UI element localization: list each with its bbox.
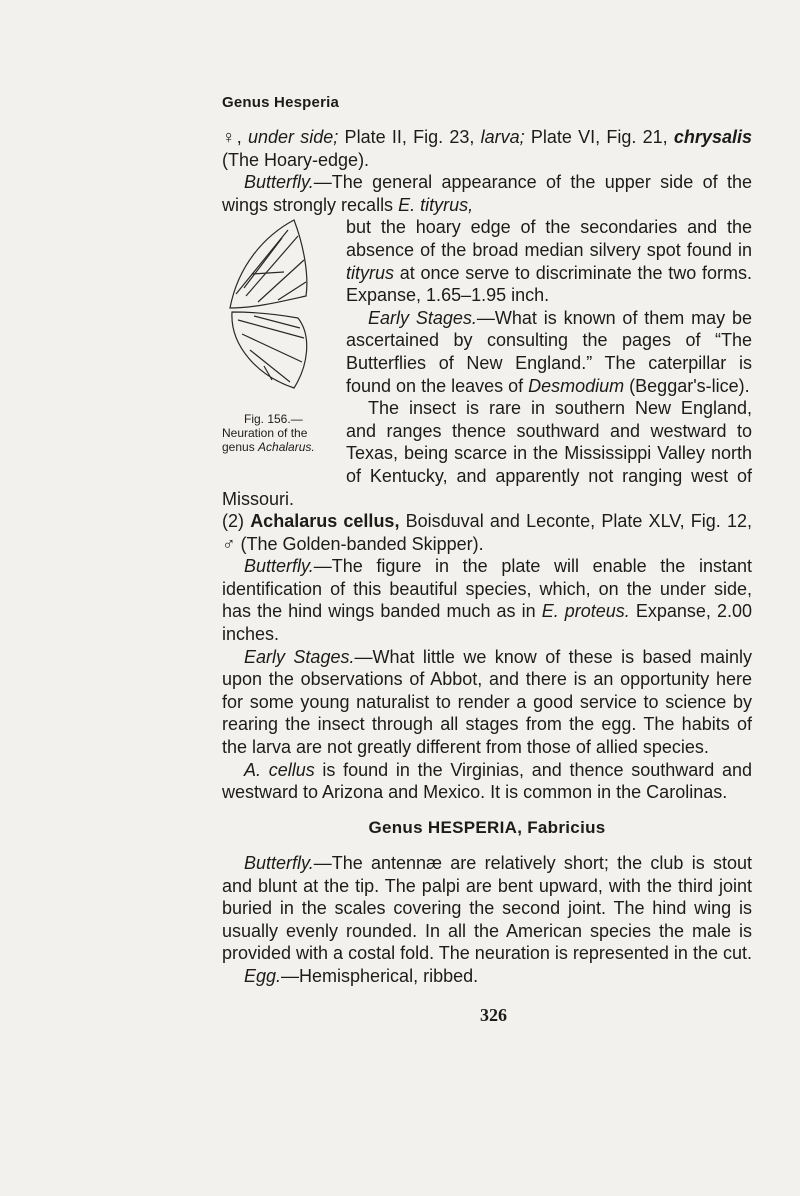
page-number: 326 <box>480 1005 507 1025</box>
chrysalis-label: chrysalis <box>673 127 752 147</box>
genus-text-block <box>222 852 752 988</box>
species-heading-paragraph <box>222 510 752 555</box>
section-label: Butterfly. <box>244 556 314 577</box>
paragraph-text: Expanse, 2.00 inches. <box>222 601 753 645</box>
reference-paragraph <box>222 126 752 171</box>
range-paragraph <box>222 759 752 804</box>
species-reference: A. cellus <box>244 759 315 780</box>
paragraph-text: —The general appearance of the upper side of the wings strongly recalls <box>222 172 752 215</box>
species-reference: tityrus <box>346 262 395 283</box>
section-label: Early Stages. <box>244 646 355 667</box>
neuration-figure <box>222 216 332 472</box>
wing-neuration-illustration <box>224 216 328 406</box>
section-label: Early Stages. <box>368 307 477 328</box>
early-stages-paragraph <box>222 646 752 759</box>
species-reference: E. proteus. <box>541 601 630 622</box>
under-side-label: under side; <box>248 127 339 147</box>
common-name: (The Hoary-edge). <box>222 149 370 170</box>
plate-reference: Plate II, Fig. 23, <box>338 127 481 147</box>
caption-text: Fig. 156.—Neuration of the genus <box>222 412 308 455</box>
paragraph-text: —What is known of them may be ascertained by consulting the pages of “The Butterflies of New England.” The caterpillar is found on the leaves of <box>346 307 752 396</box>
section-label: Butterfly. <box>244 172 314 193</box>
species-number: (2) <box>222 511 251 532</box>
section-label: Butterfly. <box>244 853 314 873</box>
plate-reference: Boisduval and Leconte, Plate XLV, Fig. 12, <box>399 511 752 532</box>
paragraph-text: at once serve to discriminate the two forms. Expanse, 1.65–1.95 inch. <box>346 262 752 306</box>
paragraph-text: is found in the Virginias, and thence southward and westward to Arizona and Mexico. It is common in the Carolinas. <box>222 759 752 803</box>
paragraph-text: —Hemispherical, ribbed. <box>281 965 479 986</box>
section-label: Egg. <box>244 965 282 986</box>
figure-caption <box>222 412 330 454</box>
paragraph-text: —The antennæ are relatively short; the club is stout and blunt at the tip. The palpi are bent upward, with the third joint buried in the scales covering the second joint. The hind wing is usually evenly rounded. In all the American species the male is provided with a costal fold. The neuration is represented in the cut. <box>222 853 752 964</box>
male-symbol: ♂ <box>222 533 236 554</box>
egg-paragraph <box>222 965 752 988</box>
plant-name: Desmodium <box>528 375 625 396</box>
paragraph-text: —The figure in the plate will enable the instant identification of this beautiful species, which, on the under side, has the hind wings banded much as in <box>222 556 752 622</box>
common-name: (The Golden-banded Skipper). <box>235 533 484 554</box>
species-reference: E. tityrus, <box>398 194 474 215</box>
genus-heading: Genus HESPERIA, Fabricius <box>368 818 606 837</box>
paragraph-text: but the hoary edge of the secondaries and the absence of the broad median silvery spot found in <box>346 217 752 260</box>
paragraph-text: —What little we know of these is based mainly upon the observations of Abbot, and there is an opportunity here for some young naturalist to render a good service to science by rearing the insect through all stages from the egg. The habits of the larva are not greatly different from those of allied species. <box>222 646 752 758</box>
range-paragraph: The insect is rare in southern New England, and ranges thence southward and westward to Texas, being scarce in the Mississippi Valley north of Kentucky, and apparently not ranging west of Missouri. <box>222 398 752 509</box>
butterfly-paragraph <box>222 852 752 965</box>
larva-label: larva; <box>480 127 525 147</box>
species-text-block <box>222 126 752 804</box>
caption-genus: Achalarus. <box>258 440 315 455</box>
species-name: Achalarus cellus, <box>250 511 400 532</box>
running-head: Genus Hesperia <box>222 94 340 111</box>
female-symbol: ♀, <box>222 127 248 147</box>
butterfly-paragraph <box>222 555 752 645</box>
paragraph-text: (Beggar's-lice). <box>624 375 750 396</box>
plate-reference: Plate VI, Fig. 21, <box>524 127 674 147</box>
